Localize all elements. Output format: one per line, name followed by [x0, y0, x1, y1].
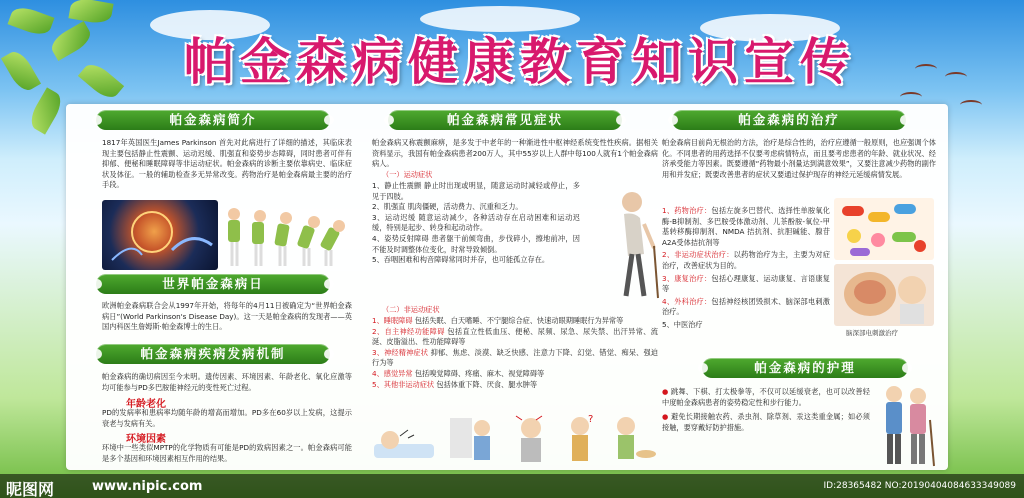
care-list: [662, 387, 870, 465]
section-heading-symptoms: 帕金森病常见症状: [388, 110, 622, 130]
cause-sub-environment: 环境因素: [126, 434, 166, 445]
site-logo: 昵图网: [6, 480, 55, 498]
cause-environment-text: 环境中一些类似MPTP的化学物质有可能是PD的致病因素之一。帕金森病可能是多个基因和环境因素相互作用的结果。: [102, 443, 352, 463]
section-heading-care: 帕金森病的护理: [702, 358, 908, 378]
motor-item: 3、运动迟缓 随意运动减少，各种活动存在启动困难和运动迟缓，特别是起步、转身和起动动作。: [372, 212, 580, 233]
section-heading-treatment: 帕金森病的治疗: [672, 110, 906, 130]
cartoon-appetite: [604, 410, 660, 466]
cause-age-text: PD的发病率和患病率均随年龄的增高而增加。PD多在60岁以上发病，这提示衰老与发病有关。: [102, 408, 352, 428]
cartoon-anxiety: [506, 410, 556, 466]
elderly-couple-illustration: [874, 380, 940, 468]
nonmotor-symptoms-list: [372, 316, 658, 412]
bird-icon: [960, 100, 982, 110]
treatment-item: 4、外科治疗：包括神经核团毁损术、脑深部电刺激治疗。: [662, 296, 830, 317]
nonmotor-symptoms-title: （二）非运动症状: [382, 305, 440, 314]
brain-illustration: [102, 200, 218, 270]
brain-stimulation-illustration: [834, 264, 934, 326]
cartoon-sleep-disorder: [372, 414, 436, 466]
motor-item: 5、吞咽困难和构音障碍常同时并存，也可能孤立存在。: [372, 255, 550, 265]
treatment-item: 5、中医治疗: [662, 319, 703, 329]
nonmotor-item: 4、感觉异常 包括嗅觉障碍、疼痛、麻木、视觉障碍等: [372, 368, 545, 378]
poster-title: 帕金森病健康教育知识宣传: [184, 32, 856, 91]
symptoms-intro-text: 帕金森病又称震颤麻痹，是多发于中老年的一种渐进性中枢神经系统变性性疾病。据相关资料显示，我国有帕金森病患者200万人，其中55岁以上人群中每100人就有1个帕金森病病人。: [372, 138, 658, 169]
nonmotor-item: 5、其他非运动症状 包括体重下降、厌食、腿水肿等: [372, 379, 538, 389]
posture-progression-illustration: [222, 200, 352, 270]
nonmotor-item: 1、睡眠障碍 包括失眠、白天嗜睡、不宁腿综合症、快速动眼期睡眠行为异常等: [372, 316, 624, 325]
bird-icon: [945, 72, 967, 82]
treatment-image-caption: 脑深部电刺激治疗: [846, 329, 898, 337]
nonmotor-item: 2、自主神经功能障碍 包括直立性低血压、便秘、尿频、尿急、尿失禁、出汗异常、流涎、皮脂溢出、性功能障碍等: [372, 326, 658, 347]
motor-item: 1、静止性震颤 静止时出现或明显，随意运动时减轻或停止，多见于四肢。: [372, 181, 580, 201]
motor-symptoms-title: （一）运动症状: [382, 170, 433, 179]
motor-item: 4、姿势反射障碍 患者躯干前倾弯曲，步伐碎小，擦地前冲，因不能及时调整体位变化，时常导致倾倒。: [372, 233, 580, 254]
section-heading-cause: 帕金森病疾病发病机制: [96, 344, 330, 364]
intro-text: 1817年英国医生James Parkinson 首先对此病进行了详细的描述，其临床表现主要包括静止性震颤、运动迟缓、肌强直和姿势步态障碍，同时患者可伴有抑郁、便秘和睡眠障碍等非运动症状。帕金森病的诊断主要依靠病史、临床症状及体征。一般的辅助检查多无异常改变。药物治疗是帕金森病最主要的治疗手段。: [102, 138, 352, 190]
section-heading-world-day: 世界帕金森病日: [96, 274, 330, 294]
cartoon-pain: [560, 410, 600, 466]
treatment-item: 1、药物治疗：包括左旋多巴替代、选择性单胺氧化酶-B抑制剂、多巴胺受体激动剂、儿茶酚胺-氧位-甲基转移酶抑制剂、NMDA 拮抗剂、抗胆碱能、腺苷A2A受体拮抗剂等: [662, 206, 830, 247]
treatment-item: 3、康复治疗：包括心理康复、运动康复、言语康复等: [662, 273, 830, 294]
treatment-item: 2、非运动症状治疗：以药物治疗为主，主要为对症治疗，改善症状为目的。: [662, 250, 830, 270]
svg-text:?: ?: [588, 414, 594, 425]
care-item: ● 跳舞、下棋、打太极拳等，不仅可以延缓衰老，也可以改善轻中度帕金森病患者的姿势稳定性和步行能力。: [662, 387, 870, 407]
cartoon-bathroom: [442, 410, 502, 466]
cause-intro-text: 帕金森病的确切病因至今未明。遗传因素、环境因素、年龄老化、氧化应激等均可能参与PD多巴胺能神经元的变性死亡过程。: [102, 372, 352, 392]
section-heading-intro: 帕金森病简介: [96, 110, 330, 130]
content-panel: [66, 104, 948, 470]
treatment-list: [662, 206, 830, 354]
care-item: ● 避免长期接触农药、杀虫剂、除草剂、汞这类重金属；如必须接触，要穿戴好防护措施。: [662, 412, 870, 432]
nonmotor-item: 3、神经精神症状 抑郁、焦虑、淡漠、缺乏快感、注意力下降、幻觉、错觉、痴呆、强迫行为等: [372, 347, 658, 368]
site-url: www.nipic.com: [92, 479, 203, 494]
world-day-text: 欧洲帕金森病联合会从1997年开始，将每年的4月11日被确定为“世界帕金森病日”(World Parkinson's Disease Day)。这一天是帕金森病的发现者——英国内科医生詹姆斯·帕金森博士的生日。: [102, 301, 352, 332]
pills-illustration: [834, 198, 934, 260]
motor-symptoms-list: [372, 181, 580, 305]
treatment-intro-text: 帕金森病目前尚无根治的方法，治疗是综合性的，治疗应遵循一般原则，也应强调个体化。不同患者的用药选择不仅要考虑病情特点，而且要考虑患者的年龄、就业状况、经济承受能力等因素。既要遵循“药物最小剂量达到满意效果”，又要注意减少药物的副作用和并发症；既要改善患者的症状又要通过保护现存的神经元延缓病情发展。: [662, 138, 936, 179]
motor-item: 2、肌强直 肌肉僵硬，活动费力、沉重和乏力。: [372, 202, 523, 212]
cause-sub-age: 年龄老化: [126, 399, 166, 410]
watermark-footer: [0, 474, 1024, 498]
image-id: ID:28365482 NO:20190404084633349089: [823, 481, 1016, 491]
